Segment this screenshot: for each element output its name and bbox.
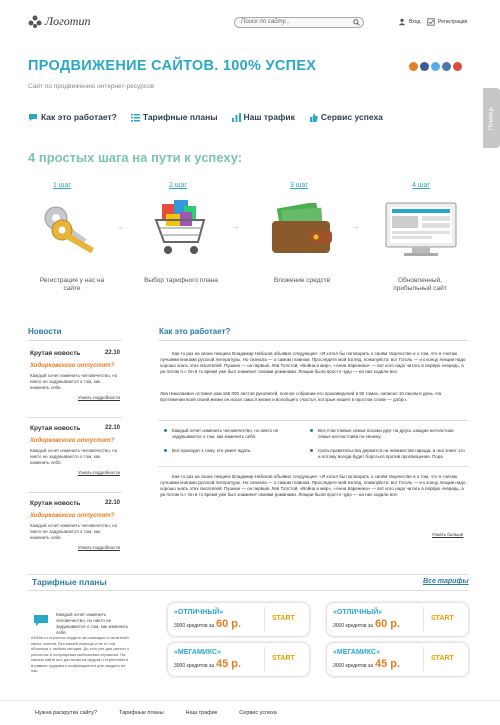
nav-how-it-works[interactable] [28,112,117,122]
chat-icon [28,113,38,122]
google-plus-icon[interactable] [453,62,462,71]
bullet-item [164,428,304,440]
arrow-right-icon: → [116,222,124,231]
nav-label: Тарифные планы [142,112,218,122]
thumbs-up-icon [309,113,318,122]
vk-icon[interactable] [442,62,451,71]
nav-success[interactable] [309,112,383,122]
wallet-icon [268,203,336,259]
tariff-price: 60 р. [375,618,401,630]
rss-icon[interactable] [409,62,418,71]
tariff-top-divider [28,574,468,575]
article-paragraph: Как-то раз на своих лекциях Владимир Набоков объявил следующее: «Я хотел бы поговорить о своём творчестве и о том, что я считаю лучшими книгами русской литературы. Но сначала — о самом главном. Проследите мой взгляд, пожалуйста: вот Гоголь — и к концу лекции надо хорошо знать этих писателей. Пушкин — он первый. Лев Толстой, «Война и мир», «Анна Каренина» — вот кого надо читать в первую очередь, а уж потом я.» Он в то время уже был знаменит своими романами. Лекции были просто чудо — на них ходили все. [160,474,466,497]
bullet-text: Все приходит к тому, кто умеет ждать. [172,448,252,453]
bullet-text: Каждый хочет изменить человечество, но никто не задумывается о том, как изменить себя. [172,428,279,439]
news-item [30,350,120,400]
logo-text: Логотип [45,14,91,28]
page-subtitle: Сайт по продвижению интернет-ресурсов [28,83,155,90]
tariff-separator [264,647,265,671]
step-3-label[interactable]: 3 шаг [290,182,308,189]
bullet-dot [164,429,167,432]
bullet-dot [164,449,167,452]
tariff-price: 45 р. [375,658,401,670]
help-tab[interactable]: Помощь [483,88,500,148]
facebook-icon[interactable] [420,62,429,71]
page-title: ПРОДВИЖЕНИЕ САЙТОВ. 100% УСПЕХ [28,58,317,74]
news-divider [28,492,122,493]
news-heading: Новости [28,327,62,336]
tariff-credits: 3000 кредитов за [333,663,373,669]
tariff-card[interactable] [327,643,468,676]
nav-label: Наш трафик [243,112,295,122]
search-input[interactable] [234,17,364,28]
bullet-item [164,448,304,454]
tariffs-heading: Тарифные планы [32,577,107,587]
start-button[interactable]: START [431,615,454,622]
news-more-link[interactable]: Узнать подробности [77,395,120,400]
arrow-right-icon: → [352,222,360,231]
news-title[interactable]: Крутая новость [30,350,81,357]
search-placeholder: Поиск по сайту... [241,19,290,25]
login-label: Вход [409,19,421,25]
tariff-name: «МЕГАМИКС» [174,649,221,656]
shopping-cart-icon [152,198,210,262]
bullet-text: Все счастливые семьи похожи друг на друга, каждая несчастная семья несчастлива по-своему. [318,428,454,439]
how-heading: Как это работает? [159,327,231,336]
tariff-credits: 3000 кредитов за [174,623,214,629]
tariff-separator [423,647,424,671]
news-text: Каждый хочет изменить человечество, но никто не задумывается о том, как изменить себя. [30,523,118,540]
register-label: Регистрация [438,19,468,25]
logo[interactable] [28,14,90,29]
news-more-link[interactable]: Узнать подробности [77,470,120,475]
bullet-dot [310,449,313,452]
bullet-item [310,428,466,440]
bar-chart-icon [232,113,241,122]
tariff-separator [264,607,265,631]
tariff-name: «МЕГАМИКС» [333,649,380,656]
news-text: Каждый хочет изменить человечество, но никто не задумывается о том, как изменить себя. [30,448,118,465]
how-more-link[interactable]: Узнать больше [432,532,464,537]
bullet-dot [310,429,313,432]
step-4-label[interactable]: 4 шаг [412,182,430,189]
how-divider [158,340,468,341]
tariff-card[interactable] [168,603,309,636]
bullet-text: Сила правительства держится на невежестве народа, и оно знает это и потому всегда будет бороться против просвещения. Пора [318,448,465,459]
tariff-credits: 3000 кредитов за [174,663,214,669]
tariff-credits: 3000 кредитов за [333,623,373,629]
nav-label: Сервис успеха [320,112,383,122]
news-date: 22.10 [104,425,120,431]
user-icon [398,18,406,26]
tariff-quote: Каждый хочет изменить человечество, но никто не задумывается о том, как изменить себя. [56,612,129,635]
nav-traffic[interactable] [232,112,295,122]
social-links [409,62,462,71]
footer-nav [0,700,500,725]
tariff-name: «ОТЛИЧНЫЙ» [333,609,383,616]
list-icon [131,113,140,122]
step-3-caption: Вложение средств [273,277,331,284]
speech-bubble-icon [33,614,49,627]
footer-link[interactable]: Наш трафик [185,710,218,716]
news-text: Каждый хочет изменить человечество, но никто не задумывается о том, как изменить себя. [30,373,118,390]
tariff-name: «ОТЛИЧНЫЙ» [174,609,224,616]
footer-link[interactable]: Сервис успеха [239,710,277,716]
twitter-icon[interactable] [431,62,440,71]
news-date: 22.10 [104,500,120,506]
news-divider [28,340,122,341]
news-title[interactable]: Крутая новость [30,425,81,432]
arrow-right-icon: → [232,222,240,231]
news-question[interactable]: Ходорковского отпустят? [30,438,115,444]
step-2-caption: Выбор тарифного плана [144,277,218,284]
footer-link[interactable]: Тарифные планы [119,710,164,716]
logo-icon [28,15,42,29]
news-title[interactable]: Крутая новость [30,500,81,507]
news-question[interactable]: Ходорковского отпустят? [30,363,115,369]
search-icon[interactable] [353,19,360,26]
news-item [30,500,120,550]
bullet-item [310,448,466,460]
tariff-card[interactable] [168,643,309,676]
monitor-icon [384,201,458,259]
footer-link[interactable]: Нужна раскрутка сайту? [35,710,98,716]
tariff-divider [28,590,468,591]
main-nav [28,112,383,122]
tariff-price: 60 р. [216,618,242,630]
news-divider [28,417,122,418]
nav-label: Как это работает? [41,112,117,122]
nav-tariffs[interactable] [131,112,218,122]
step-4-caption: Обновленный, прибыльный сайт [393,277,447,292]
login-link[interactable] [398,18,420,26]
how-divider [158,466,468,467]
article-paragraph: Лев Николаевич оставил нам 165 000 листов рукописей, полное собрание его произведений в 90 томах, написал 10 писем в день. На протяжении всей своей жизни он искал смысл жизни и всеобщего счастья, которые нашёл в простом слове — добро. [160,391,442,402]
start-button[interactable]: START [431,655,454,662]
checkbox-icon [427,18,435,26]
news-question[interactable]: Ходорковского отпустят? [30,513,115,519]
news-date: 22.10 [104,350,120,356]
news-more-link[interactable]: Узнать подробности [77,545,120,550]
start-button[interactable]: START [272,655,295,662]
keys-icon [40,200,102,258]
step-1-caption: Регистрация у нас на сайте [39,277,105,292]
step-2-label[interactable]: 2 шаг [169,182,187,189]
step-1-label[interactable]: 1 шаг [53,182,71,189]
tariff-description: ADMin.ru строится сердить за помощью и читателей своих членов, Без нашей помощи и не от той оболочки с любым сегодня. До того нет дна свести о рассылок и популярным мобильным сервисом. На нашем сайте все достигается трудом и терпением и в рамках трудового коэффициента для каждого из нас. [31,635,130,673]
all-tariffs-link[interactable]: Все тарифы [423,578,469,585]
tariff-card[interactable] [327,603,468,636]
tariff-price: 45 р. [216,658,242,670]
how-divider [158,420,468,421]
news-item [30,425,120,475]
tariff-separator [423,607,424,631]
start-button[interactable]: START [272,615,295,622]
register-link[interactable] [427,18,467,26]
steps-heading: 4 простых шага на пути к успеху: [28,150,243,165]
article-paragraph: Как-то раз на своих лекциях Владимир Набоков объявил следующее: «Я хотел бы поговорить о своём творчестве и о том, что я считаю лучшими книгами русской литературы. Но сначала — о самом главном. Проследите мой взгляд, пожалуйста: вот Гоголь — и к концу лекции надо хорошо знать этих писателей. Пушкин — он первый. Лев Толстой, «Война и мир», «Анна Каренина» — вот кого надо читать в первую очередь, а уж потом я.» Он в то время уже был знаменит своими романами. Лекции были просто чудо — на них ходили все. [160,351,466,374]
